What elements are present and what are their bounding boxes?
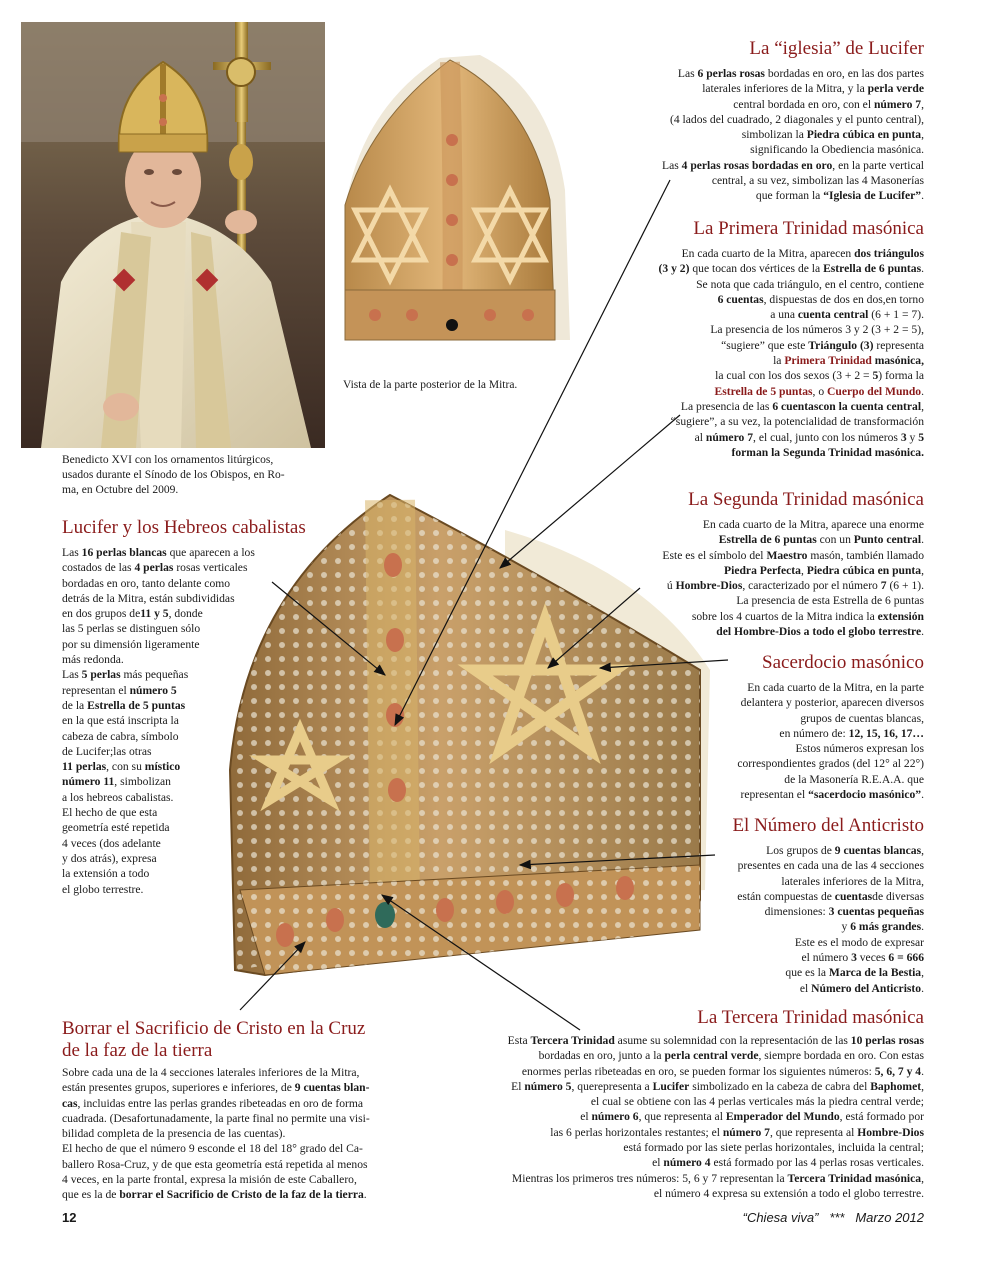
text-line: 6 cuentas, dispuestas de dos en dos,en torno (717, 292, 924, 306)
text-line: bilidad completa de la presencia de las cuentas). (62, 1127, 286, 1141)
text-line: al número 7, el cual, junto con los números 3 y 5 (694, 430, 924, 444)
text-line: geometría esté repetida (62, 821, 170, 835)
text-line: En cada cuarto de la Mitra, en la parte (747, 681, 924, 694)
text-line: a una cuenta central (6 + 1 = 7). (770, 308, 924, 322)
text-line: sobre los 4 cuartos de la Mitra indica la extensión (691, 609, 924, 623)
text-line: Estos números expresan los (795, 742, 924, 756)
text-line: El hecho de que esta (62, 806, 158, 820)
text-line: el Número del Anticristo. (799, 981, 924, 995)
heading-sacerdocio: Sacerdocio masónico (762, 652, 924, 673)
heading-iglesia-lucifer: La “iglesia” de Lucifer (749, 38, 924, 59)
text-line: el cual se obtiene con las 4 perlas verticales más la piedra central verde; (590, 1095, 924, 1109)
text-line: cas, incluidas entre las perlas grandes ribeteadas en oro de forma (62, 1096, 364, 1110)
text-line: “sugiere” que este Triángulo (3) representa (721, 338, 924, 352)
text-line: grupos de cuentas blancas, (800, 711, 924, 725)
text-line: costados de las 4 perlas rosas verticales (62, 561, 248, 575)
text-line: y dos atrás), expresa (62, 851, 157, 865)
text-line: bordadas en oro, junto a la perla central verde, siempre bordada en oro. Con estas (538, 1049, 924, 1063)
heading-primera-trinidad: La Primera Trinidad masónica (693, 218, 924, 239)
text-line: cuadrada. (Desafortunadamente, la parte final no permite una visi- (62, 1111, 370, 1125)
text-line: están presentes grupos, superiores e inferiores, de 9 cuentas blan- (62, 1081, 370, 1095)
text-line: que forman la “Iglesia de Lucifer”. (755, 189, 924, 203)
text-line: están compuestas de cuentasde diversas (737, 889, 924, 903)
text-line: Este es el modo de expresar (794, 935, 924, 949)
heading-line: de la faz de la tierra (62, 1039, 213, 1061)
text-line: en la que está inscripta la (62, 714, 179, 728)
text-line: En cada cuarto de la Mitra, aparece una enorme (702, 518, 924, 531)
text-line: las 5 perlas se distinguen sólo (62, 622, 201, 636)
heading-borrar-sacrificio (62, 1018, 442, 1062)
text-line: El número 5, querepresenta a Lucifer simbolizado en la cabeza de cabra del Baphomet, (511, 1079, 924, 1093)
text-line: presentes en cada una de las 4 secciones (737, 859, 924, 873)
text-line: (4 lados del cuadrado, 2 diagonales y el punto central), (669, 112, 924, 126)
text-line: representan el número 5 (62, 683, 177, 697)
text-line: de la Masonería R.E.A.A. que (784, 772, 924, 786)
text-line: Sobre cada una de la 4 secciones laterales inferiores de la Mitra, (62, 1066, 360, 1079)
text-line: Las 5 perlas más pequeñas (62, 668, 189, 682)
text-line: La presencia de esta Estrella de 6 puntas (736, 594, 924, 608)
text-line: Las 4 perlas rosas bordadas en oro, en la parte vertical (661, 158, 924, 172)
text-line: el globo terrestre. (62, 882, 144, 896)
text-line: Estrella de 5 puntas, o Cuerpo del Mundo. (714, 384, 924, 398)
section-iglesia-lucifer (560, 66, 924, 204)
section-borrar-sacrificio (62, 1065, 422, 1203)
issue-date: Marzo 2012 (855, 1210, 924, 1225)
text-line: el número 4 está formado por las 4 perlas rosas verticales. (652, 1156, 924, 1170)
text-line: la cual con los dos sexos (3 + 2 = 5) forma la (715, 369, 924, 383)
section-tercera-trinidad (440, 1033, 924, 1201)
text-line: detrás de la Mitra, están subdivididas (62, 591, 235, 605)
text-line: ú Hombre-Dios, caracterizado por el número 7 (6 + 1). (666, 579, 924, 593)
rear-caption: Vista de la parte posterior de la Mitra. (343, 379, 518, 391)
text-line: forman la Segunda Trinidad masónica. (731, 445, 924, 459)
text-line: el número 6, que representa al Emperador del Mundo, está formado por (580, 1110, 924, 1124)
text-line: ballero Rosa-Cruz, y de que esta geometría está repetida al menos (62, 1157, 368, 1171)
text-line: laterales inferiores de la Mitra, (781, 874, 924, 888)
text-line: en dos grupos de11 y 5, donde (62, 607, 203, 621)
text-line: central, a su vez, simbolizan las 4 Masonerías (711, 174, 924, 188)
heading-segunda-trinidad: La Segunda Trinidad masónica (688, 489, 924, 510)
text-line: del Hombre-Dios a todo el globo terrestre. (716, 625, 924, 639)
text-line: significando la Obediencia masónica. (750, 143, 924, 157)
text-line: enormes perlas ribeteadas en oro, se pueden formar los siguientes números: 5, 6, 7 y 4. (521, 1064, 924, 1078)
text-line: de la Estrella de 5 puntas (62, 698, 186, 712)
text-line: El hecho de que el número 9 esconde el 18 del 18° grado del Ca- (62, 1142, 363, 1156)
text-line: el número 4 expresa su extensión a todo el globo terrestre. (653, 1186, 924, 1200)
heading-numero-anticristo: El Número del Anticristo (732, 815, 924, 836)
text-line: Se nota que cada triángulo, en el centro, contiene (696, 277, 924, 291)
photo-caption-line: Benedicto XVI con los ornamentos litúrgicos, (62, 454, 274, 466)
section-numero-anticristo (600, 843, 924, 996)
footer-credit (600, 1210, 924, 1225)
text-line: a los hebreos cabalistas. (62, 790, 174, 804)
text-line: La presencia de las 6 cuentascon la cuenta central, (680, 399, 924, 413)
text-line: Estrella de 6 puntas con un Punto central. (718, 533, 924, 547)
text-line: (3 y 2) que tocan dos vértices de la Estrella de 6 puntas. (658, 262, 924, 276)
page-number: 12 (62, 1210, 77, 1225)
text-line: que es la Marca de la Bestia, (785, 966, 924, 980)
text-line: Piedra Perfecta, Piedra cúbica en punta, (724, 563, 924, 577)
text-line: Mientras los primeros tres números: 5, 6 y 7 representan la Tercera Trinidad masónica, (511, 1171, 924, 1185)
text-line: más redonda. (62, 653, 124, 667)
text-line: 11 perlas, con su místico (62, 760, 181, 774)
magazine-name: “Chiesa viva” (742, 1210, 819, 1225)
text-line: bordadas en oro, tanto delante como (62, 576, 231, 590)
heading-lucifer-hebreos: Lucifer y los Hebreos cabalistas (62, 517, 306, 538)
section-sacerdocio (600, 680, 924, 802)
heading-tercera-trinidad: La Tercera Trinidad masónica (697, 1007, 924, 1028)
text-line: de Lucifer;las otras (62, 744, 152, 758)
text-line: “sugiere”, a su vez, la potencialidad de transformación (670, 415, 924, 429)
text-line: central bordada en oro, con el número 7, (733, 97, 924, 111)
text-line: Las 6 perlas rosas bordadas en oro, en las dos partes (677, 67, 924, 80)
text-line: que es la de borrar el Sacrificio de Cristo de la faz de la tierra. (62, 1188, 367, 1202)
photo-caption-line: usados durante el Sínodo de los Obispos, en Ro- (62, 468, 285, 481)
text-line: Las 16 perlas blancas que aparecen a los (62, 546, 255, 559)
text-line: correspondientes grados (del 12° al 22°) (737, 757, 924, 771)
text-line: Los grupos de 9 cuentas blancas, (766, 844, 924, 857)
text-line: delantera y posterior, aparecen diversos (740, 696, 924, 710)
text-line: está formado por las siete perlas horizontales, incluida la central; (623, 1141, 924, 1155)
text-line: simbolizan la Piedra cúbica en punta, (741, 128, 924, 142)
text-line: en número de: 12, 15, 16, 17… (779, 726, 924, 740)
text-line: dimensiones: 3 cuentas pequeñas (764, 905, 924, 919)
footer-stars: *** (829, 1210, 845, 1225)
heading-line: Borrar el Sacrificio de Cristo en la Cruz (62, 1018, 366, 1039)
text-line: la extensión a todo (62, 867, 150, 881)
section-segunda-trinidad (560, 517, 924, 639)
text-line: y 6 más grandes. (841, 920, 924, 934)
text-line: Este es el símbolo del Maestro masón, también llamado (662, 548, 924, 562)
text-line: 4 veces (dos adelante (62, 836, 161, 850)
section-primera-trinidad (560, 246, 924, 460)
text-line: laterales inferiores de la Mitra, y la perla verde (702, 82, 924, 96)
text-line: En cada cuarto de la Mitra, aparecen dos triángulos (681, 247, 924, 260)
text-line: número 11, simbolizan (62, 775, 171, 789)
text-line: las 6 perlas horizontales restantes; el número 7, que representa al Hombre-Dios (550, 1125, 924, 1139)
section-lucifer-hebreos (62, 545, 312, 897)
text-line: la Primera Trinidad masónica, (773, 354, 924, 368)
text-line: La presencia de los números 3 y 2 (3 + 2 = 5), (710, 323, 924, 337)
photo-caption-line: ma, en Octubre del 2009. (62, 483, 179, 496)
text-line: representan el “sacerdocio masónico”. (740, 788, 924, 802)
text-line: por su dimensión ligeramente (62, 637, 200, 651)
text-line: Esta Tercera Trinidad asume su solemnidad con la representación de las 10 perlas rosas (507, 1034, 924, 1047)
text-line: el número 3 veces 6 = 666 (801, 951, 924, 965)
text-line: 4 veces, en la parte frontal, expresa la misión de este Caballero, (62, 1173, 357, 1187)
text-line: cabeza de cabra, símbolo (62, 729, 179, 743)
